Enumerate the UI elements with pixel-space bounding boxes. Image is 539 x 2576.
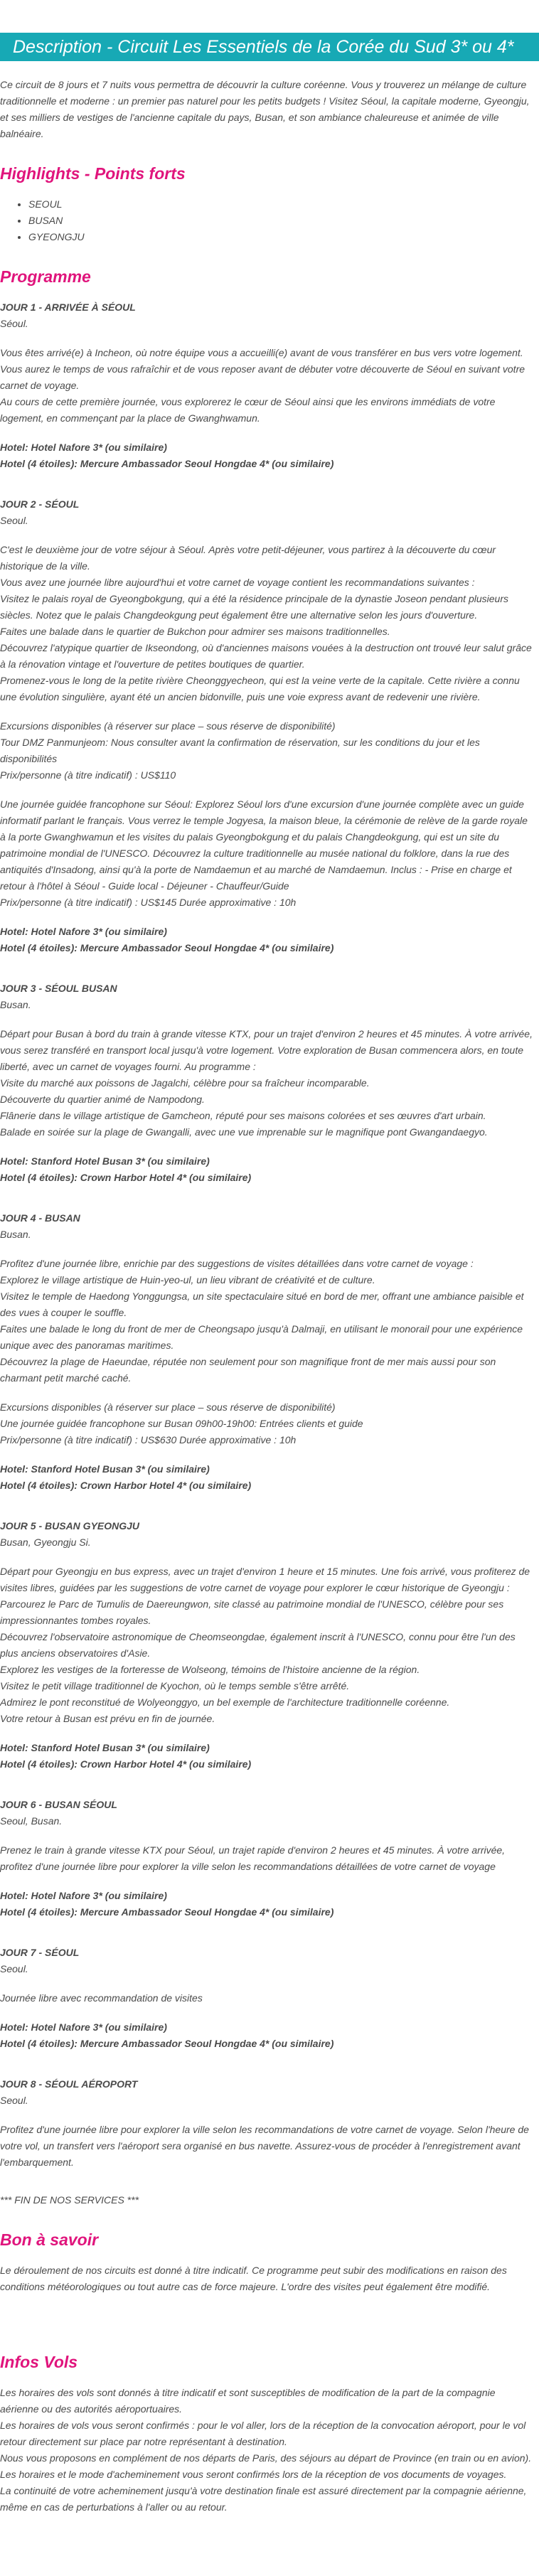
hotel-line: Hotel: Hotel Nafore 3* (ou similaire)	[0, 1890, 167, 1901]
day-paragraph	[0, 1842, 535, 1875]
programme-days	[0, 299, 535, 2171]
day-city: Seoul, Busan.	[0, 1815, 63, 1827]
day-block	[0, 1210, 535, 1494]
hotel-info	[0, 1888, 535, 1920]
day-text-line: Excursions disponibles (à réserver sur place – sous réserve de disponibilité)	[0, 1401, 336, 1413]
day-paragraph	[0, 1026, 535, 1140]
end-of-services: *** FIN DE NOS SERVICES ***	[0, 2194, 139, 2206]
hotel-info	[0, 924, 535, 956]
day-paragraph	[0, 1399, 535, 1448]
day-text-line: Prenez le train à grande vitesse KTX pour Séoul, un trajet rapide d'environ 2 heures et 45 minutes. À votre arrivée, profitez d'une journée libre pour explorer la ville selon les recommandations détaillées de votre carnet de voyage	[0, 1844, 506, 1872]
day-text-line: Découvrez la plage de Haeundae, réputée non seulement pour son magnifique front de mer mais aussi pour son charmant petit marché caché.	[0, 1356, 496, 1384]
day-text-line: Votre retour à Busan est prévu en fin de journée.	[0, 1713, 215, 1724]
day-text-line: Admirez le pont reconstitué de Wolyeonggyo, un bel exemple de l'architecture traditionnelle coréenne.	[0, 1696, 450, 1708]
hotel-line: Hotel (4 étoiles): Crown Harbor Hotel 4* (ou similaire)	[0, 1758, 252, 1770]
day-city: Seoul.	[0, 2095, 28, 2106]
day-paragraph	[0, 1990, 535, 2006]
day-block	[0, 1797, 535, 1920]
hotel-line: Hotel (4 étoiles): Crown Harbor Hotel 4* (ou similaire)	[0, 1480, 252, 1491]
hotel-line: Hotel (4 étoiles): Crown Harbor Hotel 4* (ou similaire)	[0, 1172, 252, 1183]
day-paragraph	[0, 2122, 535, 2171]
day-text-line: Profitez d'une journée libre pour explorer la ville selon les recommandations de votre carnet de voyage. Selon l'heure de votre vol, un transfert vers l'aéroport sera organisé en bus navette. Assurez-vous de procéder à l'enregistrement avant l'embarquement.	[0, 2124, 529, 2168]
infos-vols-heading: Infos Vols	[0, 2353, 78, 2371]
day-title: JOUR 3 - SÉOUL BUSAN	[0, 983, 117, 994]
day-title: JOUR 1 - ARRIVÉE À SÉOUL	[0, 301, 136, 313]
day-text-line: Flânerie dans le village artistique de Gamcheon, réputé pour ses maisons colorées et ses œuvres d'art urbain.	[0, 1110, 486, 1121]
main-content	[0, 77, 539, 2516]
bon-a-savoir-heading: Bon à savoir	[0, 2230, 99, 2249]
day-text-line: Balade en soirée sur la plage de Gwangalli, avec une vue imprenable sur le magnifique pont Gwangandaegyo.	[0, 1126, 488, 1138]
day-text-line: Journée libre avec recommandation de visites	[0, 1992, 203, 2004]
day-text-line: Découvrez l'atypique quartier de Ikseondong, où d'anciennes maisons vouées à la destruction ont trouvé leur salut grâce à la rénovation vintage et l'ouverture de petites boutiques de quartier.	[0, 642, 532, 670]
day-text-line: Excursions disponibles (à réserver sur place – sous réserve de disponibilité)	[0, 720, 336, 732]
day-title: JOUR 2 - SÉOUL	[0, 498, 80, 510]
day-paragraph	[0, 1256, 535, 1386]
day-paragraph	[0, 345, 535, 427]
day-city: Séoul.	[0, 318, 28, 329]
day-text-line: Vous avez une journée libre aujourd'hui et votre carnet de voyage contient les recommandations suivantes :	[0, 577, 475, 588]
hotel-info	[0, 1153, 535, 1186]
day-city: Seoul.	[0, 1963, 28, 1974]
infos-vols-line: Les horaires et le mode d'acheminement vous seront confirmés lors de la réception de vos documents de voyages.	[0, 2469, 507, 2480]
hotel-line: Hotel (4 étoiles): Mercure Ambassador Seoul Hongdae 4* (ou similaire)	[0, 2038, 334, 2049]
day-text-line: Faites une balade dans le quartier de Bukchon pour admirer ses maisons traditionnelles.	[0, 626, 390, 637]
day-block	[0, 299, 535, 472]
highlight-item: • SEOUL	[28, 196, 535, 213]
day-text-line: Prix/personne (à titre indicatif) : US$110	[0, 769, 176, 781]
day-text-line: Départ pour Busan à bord du train à grande vitesse KTX, pour un trajet d'environ 2 heures et 45 minutes. À votre arrivée, vous serez transféré en transport local jusqu'à votre logement. Votre exploration de Busan commencera alors, en toute liberté, avec un carnet de voyages fourni. Au programme :	[0, 1028, 533, 1072]
day-block	[0, 496, 535, 956]
page-title: Description - Circuit Les Essentiels de la Corée du Sud 3* ou 4*	[0, 33, 539, 61]
day-block	[0, 980, 535, 1186]
page	[0, 33, 539, 2544]
highlight-item: • GYEONGJU	[28, 229, 535, 245]
day-block	[0, 1518, 535, 1773]
day-city: Seoul.	[0, 515, 28, 526]
hotel-line: Hotel (4 étoiles): Mercure Ambassador Seoul Hongdae 4* (ou similaire)	[0, 458, 334, 469]
programme-heading: Programme	[0, 267, 91, 286]
hotel-line: Hotel (4 étoiles): Mercure Ambassador Seoul Hongdae 4* (ou similaire)	[0, 1906, 334, 1918]
hotel-line: Hotel: Stanford Hotel Busan 3* (ou similaire)	[0, 1742, 210, 1753]
day-text-line: Explorez le village artistique de Huin-yeo-ul, un lieu vibrant de créativité et de culture.	[0, 1274, 375, 1286]
day-text-line: Prix/personne (à titre indicatif) : US$145 Durée approximative : 10h	[0, 897, 297, 908]
day-text-line: Prix/personne (à titre indicatif) : US$630 Durée approximative : 10h	[0, 1434, 297, 1445]
day-paragraph	[0, 718, 535, 784]
hotel-line: Hotel: Hotel Nafore 3* (ou similaire)	[0, 2021, 167, 2033]
hotel-info	[0, 1740, 535, 1773]
day-block	[0, 2076, 535, 2171]
hotel-info	[0, 439, 535, 472]
hotel-info	[0, 1461, 535, 1494]
day-city: Busan, Gyeongju Si.	[0, 1536, 91, 1548]
day-city: Busan.	[0, 1229, 31, 1240]
day-title: JOUR 6 - BUSAN SÉOUL	[0, 1799, 117, 1810]
hotel-line: Hotel: Hotel Nafore 3* (ou similaire)	[0, 926, 167, 937]
day-paragraph	[0, 796, 535, 911]
hotel-line: Hotel: Hotel Nafore 3* (ou similaire)	[0, 442, 167, 453]
day-text-line: Une journée guidée francophone sur Busan 09h00-19h00: Entrées clients et guide	[0, 1418, 363, 1429]
day-text-line: Faites une balade le long du front de mer de Cheongsapo jusqu'à Dalmaji, en utilisant le monorail pour une expérience unique avec des panoramas maritimes.	[0, 1323, 523, 1351]
day-text-line: Départ pour Gyeongju en bus express, avec un trajet d'environ 1 heure et 15 minutes. Une fois arrivé, vous profiterez de visites libres, guidées par les suggestions de votre carnet de voyage pour explorer le cœur historique de Gyeongju :	[0, 1566, 530, 1593]
highlight-item: • BUSAN	[28, 213, 535, 229]
infos-vols-line: La continuité de votre acheminement jusqu'à votre destination finale est assuré directement par la compagnie aérienne, même en cas de perturbations à l'aller ou au retour.	[0, 2485, 527, 2513]
day-block	[0, 1945, 535, 2052]
hotel-line: Hotel (4 étoiles): Mercure Ambassador Seoul Hongdae 4* (ou similaire)	[0, 942, 334, 953]
infos-vols-line: Les horaires des vols sont donnés à titre indicatif et sont susceptibles de modification de la part de la compagnie aérienne ou des autorités aéroportuaires.	[0, 2387, 496, 2415]
infos-vols-text	[0, 2385, 535, 2516]
infos-vols-line: Nous vous proposons en complément de nos départs de Paris, des séjours au départ de Province (en train ou en avion).	[0, 2452, 532, 2464]
day-title: JOUR 8 - SÉOUL AÉROPORT	[0, 2078, 138, 2090]
day-text-line: Visite du marché aux poissons de Jagalchi, célèbre pour sa fraîcheur incomparable.	[0, 1077, 370, 1089]
day-text-line: Promenez-vous le long de la petite rivière Cheonggyecheon, qui est la veine verte de la capitale. Cette rivière a connu une évolution singulière, ayant été un ancien bidonville, puis une voie express avant de redevenir une rivière.	[0, 675, 520, 702]
infos-vols-line: Les horaires de vols vous seront confirmés : pour le vol aller, lors de la réception de la convocation aéroport, pour le vol retour directement sur place par notre représentant à destination.	[0, 2420, 526, 2447]
highlights-list	[0, 196, 535, 245]
hotel-line: Hotel: Stanford Hotel Busan 3* (ou similaire)	[0, 1155, 210, 1167]
hotel-info	[0, 2019, 535, 2052]
hotel-line: Hotel: Stanford Hotel Busan 3* (ou similaire)	[0, 1463, 210, 1475]
day-text-line: Visitez le petit village traditionnel de Kyochon, où le temps semble s'être arrêté.	[0, 1680, 350, 1691]
day-text-line: Découvrez l'observatoire astronomique de Cheomseongdae, également inscrit à l'UNESCO, connu pour être l'un des plus anciens observatoires d'Asie.	[0, 1631, 516, 1659]
day-city: Busan.	[0, 999, 31, 1010]
day-text-line: Découverte du quartier animé de Nampodong.	[0, 1094, 205, 1105]
day-paragraph	[0, 1564, 535, 1727]
day-text-line: Visitez le palais royal de Gyeongbokgung, qui a été la résidence principale de la dynastie Joseon pendant plusieurs siècles. Notez que le palais Changdeokgung peut également être une alternative selon les jours d'ouverture.	[0, 593, 508, 621]
intro-text: Ce circuit de 8 jours et 7 nuits vous permettra de découvrir la culture coréenne. Vous y trouverez un mélange de culture traditionnelle et moderne : un premier pas naturel pour les petits budgets ! Visitez Séoul, la capitale moderne, Gyeongju, et ses milliers de vestiges de l'ancienne capitale du pays, Busan, et son ambiance chaleureuse et animée de ville balnéaire.	[0, 79, 530, 139]
day-text-line: Visitez le temple de Haedong Yonggungsa, un site spectaculaire situé en bord de mer, offrant une ambiance paisible et des vues à couper le souffle.	[0, 1290, 524, 1318]
highlights-heading: Highlights - Points forts	[0, 164, 186, 183]
day-text-line: Tour DMZ Panmunjeom: Nous consulter avant la confirmation de réservation, sur les conditions du jour et les disponibilités	[0, 737, 480, 764]
day-text-line: Vous êtes arrivé(e) à Incheon, où notre équipe vous a accueilli(e) avant de vous transférer en bus vers votre logement. Vous aurez le temps de vous rafraîchir et de vous reposer avant de débuter votre découverte de Séoul en suivant votre carnet de voyage.	[0, 347, 525, 391]
bon-a-savoir-text: Le déroulement de nos circuits est donné à titre indicatif. Ce programme peut subir des modifications en raison des conditions météorologiques ou tout autre cas de force majeure. L'ordre des visites peut également être modifié.	[0, 2265, 507, 2292]
day-text-line: Explorez les vestiges de la forteresse de Wolseong, témoins de l'histoire ancienne de la région.	[0, 1664, 420, 1675]
day-text-line: C'est le deuxième jour de votre séjour à Séoul. Après votre petit-déjeuner, vous partirez à la découverte du cœur historique de la ville.	[0, 544, 496, 572]
day-title: JOUR 7 - SÉOUL	[0, 1947, 80, 1958]
day-text-line: Parcourez le Parc de Tumulis de Daereungwon, site classé au patrimoine mondial de l'UNESCO, célèbre pour ses impressionnantes tombes royales.	[0, 1598, 504, 1626]
day-text-line: Une journée guidée francophone sur Séoul: Explorez Séoul lors d'une excursion d'une journée complète avec un guide informatif parlant le français. Vous verrez le temple Jogyesa, la maison bleue, la cérémonie de relève de la garde royale à la porte Gwanghwamun et les visites du palais Gyeongbokgung et du palais Changdeokgung, qui est un site du patrimoine mondial de l'UNESCO. Découvrez la culture traditionnelle au musée national du folklore, dans la rue des antiquités d'Insadong, ainsi qu'à la porte de Namdaemun et au marché de Namdaemun. Inclus : - Prise en charge et retour à l'hôtel à Séoul - Guide local - Déjeuner - Chauffeur/Guide	[0, 798, 528, 892]
day-text-line: Profitez d'une journée libre, enrichie par des suggestions de visites détaillées dans votre carnet de voyage :	[0, 1258, 474, 1269]
day-title: JOUR 4 - BUSAN	[0, 1212, 80, 1224]
day-title: JOUR 5 - BUSAN GYEONGJU	[0, 1520, 140, 1532]
day-text-line: Au cours de cette première journée, vous explorerez le cœur de Séoul ainsi que les environs immédiats de votre logement, en commençant par la place de Gwanghwamun.	[0, 396, 496, 424]
day-paragraph	[0, 542, 535, 705]
